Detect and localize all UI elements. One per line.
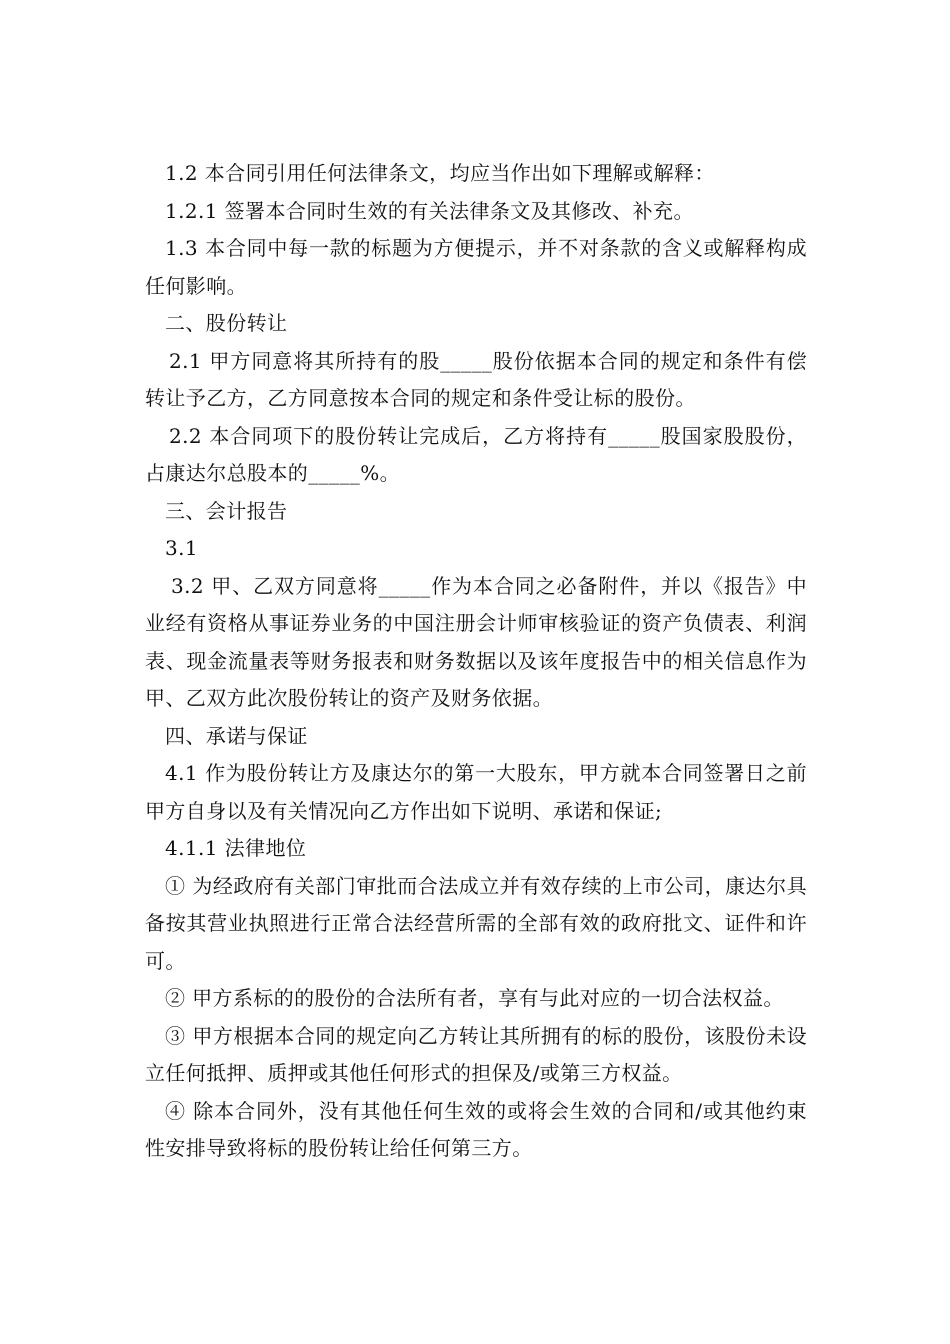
- section-heading-3: 三、会计报告: [165, 498, 288, 523]
- section-heading-2: 二、股份转让: [165, 311, 288, 335]
- list-item-3: ③ 甲方根据本合同的规定向乙方转让其所拥有的标的股份，该股份未设立任何抵押、质押或其他任何形式的担保及/或第三方权益。: [145, 1023, 807, 1085]
- section-heading-4: 四、承诺与保证: [165, 723, 308, 748]
- clause-4-1: 4.1 作为股份转让方及康达尔的第一大股东，甲方就本合同签署日之前甲方自身以及有关情况向乙方作出如下说明、承诺和保证;: [145, 761, 807, 823]
- list-item-1: ① 为经政府有关部门审批而合法成立并有效存续的上市公司，康达尔具备按其营业执照进行正常合法经营所需的全部有效的政府批文、证件和许可。: [145, 873, 807, 973]
- clause-1-2: 1.2 本合同引用任何法律条文，均应当作出如下理解或解释：: [165, 161, 715, 185]
- document-body: [145, 155, 807, 1168]
- clause-1-3: 1.3 本合同中每一款的标题为方便提示，并不对条款的含义或解释构成任何影响。: [145, 236, 807, 298]
- clause-2-2: 2.2 本合同项下的股份转让完成后，乙方将持有_____股国家股股份，占康达尔总股本的_____%。: [145, 423, 807, 485]
- clause-3-1: 3.1: [165, 536, 199, 560]
- clause-4-1-1: 4.1.1 法律地位: [165, 836, 307, 860]
- list-item-2: ② 甲方系标的的股份的合法所有者，享有与此对应的一切合法权益。: [165, 986, 784, 1010]
- clause-1-2-1: 1.2.1 签署本合同时生效的有关法律条文及其修改、补充。: [165, 198, 694, 223]
- list-item-4: ④ 除本合同外，没有其他任何生效的或将会生效的合同和/或其他约束性安排导致将标的股份转让给任何第三方。: [145, 1098, 807, 1160]
- clause-2-1: 2.1 甲方同意将其所持有的股_____股份依据本合同的规定和条件有偿转让予乙方，乙方同意按本合同的规定和条件受让标的股份。: [145, 348, 807, 410]
- clause-3-2: 3.2 甲、乙双方同意将_____作为本合同之必备附件，并以《报告》中业经有资格从事证券业务的中国注册会计师审核验证的资产负债表、利润表、现金流量表等财务报表和财务数据以及该年度报告中的相关信息作为甲、乙双方此次股份转让的资产及财务依据。: [145, 573, 807, 710]
